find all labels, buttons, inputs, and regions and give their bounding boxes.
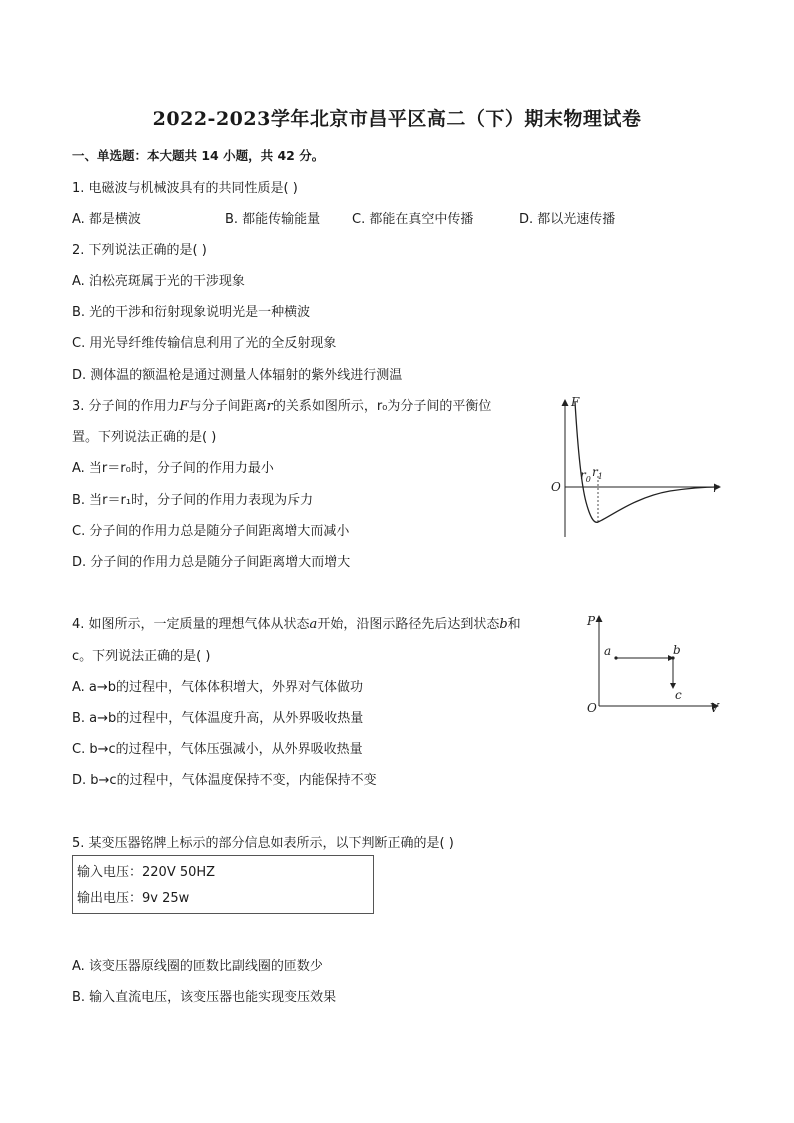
q3-stem-line2: 置。下列说法正确的是( ) xyxy=(72,430,217,445)
q3-option-b: B. 当r＝r₁时，分子间的作用力表现为斥力 xyxy=(72,493,314,508)
q4-stem-state-a: a xyxy=(309,617,318,632)
q2-option-c: C. 用光导纤维传输信息利用了光的全反射现象 xyxy=(72,336,337,351)
q4-stem xyxy=(72,613,521,632)
force-curve xyxy=(575,402,718,522)
output-voltage-cell: 输出电压：9v 25w xyxy=(77,891,190,906)
origin-label: O xyxy=(587,701,597,715)
q4-option-d: D. b→c的过程中，气体温度保持不变，内能保持不变 xyxy=(72,773,377,788)
q4-option-a: A. a→b的过程中，气体体积增大，外界对气体做功 xyxy=(72,680,364,695)
q1-stem: 1. 电磁波与机械波具有的共同性质是( ) xyxy=(72,181,298,196)
q4-stem-line2: c。下列说法正确的是( ) xyxy=(72,649,211,664)
q3-stem-part2: 与分子间距离 xyxy=(188,399,267,414)
r0-label: $r_0$ xyxy=(580,468,591,484)
v-axis-label: V xyxy=(710,701,719,715)
q5-option-a: A. 该变压器原线圈的匝数比副线圈的匝数少 xyxy=(72,959,323,974)
force-distance-graph xyxy=(540,392,730,542)
r1-label: $r_1$ xyxy=(592,465,603,481)
state-b-label: b xyxy=(673,643,681,657)
q1-option-d: D. 都以光速传播 xyxy=(519,212,616,227)
section-heading: 一、单选题：本大题共 14 小题，共 42 分。 xyxy=(72,148,325,163)
f-axis-label: F xyxy=(571,395,580,409)
q3-stem-part3: 的关系如图所示，r₀为分子间的平衡位 xyxy=(272,399,492,414)
p-axis-label: P xyxy=(587,614,596,628)
q1-option-c: C. 都能在真空中传播 xyxy=(352,212,474,227)
paper-title: 2022-2023学年北京市昌平区高二（下）期末物理试卷 xyxy=(152,108,642,130)
q1-option-a: A. 都是横波 xyxy=(72,212,141,227)
q2-option-a: A. 泊松亮斑属于光的干涉现象 xyxy=(72,274,245,289)
q2-option-d: D. 测体温的额温枪是通过测量人体辐射的紫外线进行测温 xyxy=(72,368,403,383)
state-a-label: a xyxy=(604,644,612,658)
q4-option-c: C. b→c的过程中，气体压强减小，从外界吸收热量 xyxy=(72,742,363,757)
nameplate-table xyxy=(72,855,374,914)
q2-stem: 2. 下列说法正确的是( ) xyxy=(72,243,207,258)
q4-option-b: B. a→b的过程中，气体温度升高，从外界吸收热量 xyxy=(72,711,364,726)
pv-graph xyxy=(580,610,730,720)
q3-stem xyxy=(72,395,491,414)
q3-option-d: D. 分子间的作用力总是随分子间距离增大而增大 xyxy=(72,555,351,570)
q3-stem-symbol-r: r xyxy=(266,399,273,414)
q4-stem-state-b: b xyxy=(499,617,508,632)
q3-option-a: A. 当r＝r₀时，分子间的作用力最小 xyxy=(72,461,274,476)
input-voltage-cell: 输入电压：220V 50HZ xyxy=(77,865,216,880)
q5-option-b: B. 输入直流电压，该变压器也能实现变压效果 xyxy=(72,990,337,1005)
q4-stem-part2: 开始，沿图示路径先后达到状态 xyxy=(317,617,500,632)
origin-label: O xyxy=(551,480,561,494)
state-c-label: c xyxy=(675,688,682,702)
q3-stem-part1: 3. 分子间的作用力 xyxy=(72,399,180,414)
r-axis-label: r xyxy=(713,481,719,495)
q4-stem-part1: 4. 如图所示，一定质量的理想气体从状态 xyxy=(72,617,310,632)
q1-option-b: B. 都能传输能量 xyxy=(225,212,321,227)
q3-option-c: C. 分子间的作用力总是随分子间距离增大而减小 xyxy=(72,524,350,539)
q2-option-b: B. 光的干涉和衍射现象说明光是一种横波 xyxy=(72,305,311,320)
q3-stem-symbol-f: F xyxy=(179,399,189,414)
q4-stem-part3: 和 xyxy=(507,617,521,632)
q5-stem: 5. 某变压器铭牌上标示的部分信息如表所示，以下判断正确的是( ) xyxy=(72,836,454,851)
